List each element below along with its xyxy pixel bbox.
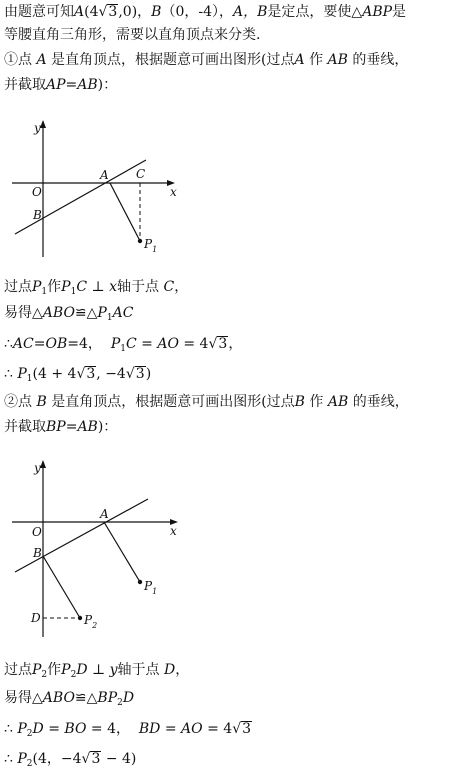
case2-step-3 <box>4 719 454 744</box>
subscript: 2 <box>117 698 123 708</box>
text: 过点 <box>4 279 32 295</box>
point-p1 <box>138 580 142 584</box>
text: （0，-4）， <box>161 4 234 20</box>
intro-line-1 <box>4 2 454 22</box>
var: P <box>32 279 42 295</box>
text: )： <box>97 77 118 93</box>
sqrt-sign: √ <box>81 751 91 767</box>
text: ) <box>145 366 152 382</box>
text: ≌△ <box>74 305 98 321</box>
text: (4，−4 <box>32 751 82 767</box>
var: AP=AB <box>46 77 98 93</box>
var: AO <box>181 721 203 737</box>
var: BD <box>138 721 161 737</box>
text: 并截取 <box>4 77 46 93</box>
sqrt-sign: √ <box>76 366 86 382</box>
label-y: y <box>34 121 41 135</box>
var: ABP <box>362 4 393 20</box>
subscript: 1 <box>41 287 48 297</box>
var: AB <box>327 52 348 68</box>
text: 的垂线， <box>352 52 409 68</box>
var: A <box>294 52 305 68</box>
text: ∴ <box>4 721 13 737</box>
var: A，B <box>233 4 268 20</box>
case1-heading-2 <box>4 75 454 95</box>
var: BO <box>64 721 87 737</box>
text: ∴ <box>4 366 13 382</box>
text: )： <box>97 419 118 435</box>
var: D <box>164 662 176 678</box>
label-a: A <box>100 168 109 182</box>
text: − 4) <box>101 751 137 767</box>
text: ⊥ <box>92 662 106 678</box>
sqrt-sign: √ <box>208 336 218 352</box>
var: AB <box>327 394 349 410</box>
case1-step-2 <box>4 303 454 328</box>
subscript: 2 <box>26 759 33 769</box>
label-sub: 1 <box>152 587 158 596</box>
label-p2 <box>83 613 97 630</box>
case2-step-1 <box>4 660 454 685</box>
label-p1 <box>143 579 157 596</box>
case1-step-1 <box>4 277 454 302</box>
case1-step-4 <box>4 364 454 389</box>
var: C <box>125 336 137 352</box>
var: P <box>17 721 27 737</box>
text: 作 <box>309 394 324 410</box>
label-c: C <box>136 167 146 181</box>
case2-heading <box>4 392 454 412</box>
text: 过点 <box>4 662 32 678</box>
text: 作 <box>47 279 62 295</box>
subscript: 2 <box>70 670 77 680</box>
subscript: 2 <box>26 729 33 739</box>
var: B <box>294 394 305 410</box>
label-y: y <box>34 461 41 475</box>
label-x: x <box>170 524 177 538</box>
text: 是直角顶点，根据题意可画出图形(过点 <box>51 52 295 68</box>
var: D <box>76 662 88 678</box>
segment-bp2 <box>43 556 80 618</box>
label-a: A <box>100 507 109 521</box>
case1-heading <box>4 50 454 70</box>
label-p: P <box>144 237 153 251</box>
var: P <box>17 366 27 382</box>
text: 轴于点 <box>117 662 160 678</box>
label-p1 <box>143 237 157 254</box>
text: 的垂线， <box>352 394 409 410</box>
text: (4 <box>84 4 99 20</box>
segment-ap1 <box>104 522 140 582</box>
label-x: x <box>170 185 177 199</box>
label-d: D <box>31 611 41 625</box>
text: ,0)， <box>118 4 152 20</box>
var: C <box>163 279 175 295</box>
text: 是定点，要使△ <box>267 4 363 20</box>
var: P <box>110 336 121 352</box>
var: x <box>109 279 118 295</box>
subscript: 1 <box>106 313 113 323</box>
sqrt-sign: √ <box>232 721 242 737</box>
segment-ap1 <box>110 183 140 241</box>
text: 并截取 <box>4 419 46 435</box>
radicand: 3 <box>218 336 228 352</box>
text: ， <box>174 279 189 295</box>
text: ∴ <box>4 751 13 767</box>
var: ABO <box>42 690 75 706</box>
label-b: B <box>33 546 42 560</box>
text: 作 <box>47 662 62 678</box>
text: = <box>160 721 182 737</box>
label-p: P <box>84 613 93 627</box>
var: A <box>74 4 85 20</box>
var: AC=OB= <box>12 336 79 352</box>
text: 4， <box>78 336 102 352</box>
var: B <box>151 4 162 20</box>
label-p: P <box>144 579 153 593</box>
text: ， <box>228 336 243 352</box>
sqrt-sign: √ <box>125 366 135 382</box>
point-p2 <box>78 616 82 620</box>
label-sub: 2 <box>92 621 98 630</box>
text: 是 <box>392 4 407 20</box>
y-axis-arrow <box>40 460 46 468</box>
var: ABO <box>42 305 75 321</box>
radicand: 3 <box>242 721 252 737</box>
var: B <box>36 394 47 410</box>
text: = 4 <box>178 336 209 352</box>
case2-step-2 <box>4 688 454 713</box>
case2-step-4 <box>4 749 454 774</box>
var: P <box>97 305 107 321</box>
point-p1 <box>138 239 142 243</box>
subscript: 1 <box>70 287 77 297</box>
intro-line-2: 等腰直角三角形，需要以直角顶点来分类. <box>4 27 261 43</box>
var: D <box>32 721 44 737</box>
var: y <box>109 662 118 678</box>
text: = <box>136 336 158 352</box>
subscript: 2 <box>41 670 48 680</box>
text: (4 + 4 <box>32 366 77 382</box>
label-o: O <box>32 525 42 539</box>
var: AO <box>157 336 179 352</box>
var: A <box>36 52 47 68</box>
text: , −4 <box>96 366 126 382</box>
subscript: 1 <box>26 374 33 384</box>
label-o: O <box>32 185 42 199</box>
text: ⊥ <box>91 279 105 295</box>
text: 轴于点 <box>117 279 160 295</box>
var: P <box>32 662 42 678</box>
radicand: 3 <box>108 4 118 20</box>
var: D <box>122 690 135 706</box>
radicand: 3 <box>135 366 145 382</box>
y-axis-arrow <box>40 120 46 128</box>
label-sub: 1 <box>152 245 158 254</box>
radicand: 3 <box>91 751 101 767</box>
text: ①点 <box>4 52 32 68</box>
case1-step-3 <box>4 334 454 359</box>
text: 易得△ <box>4 690 43 706</box>
text: 易得△ <box>4 305 43 321</box>
text: ∴ <box>4 336 13 352</box>
text: 由题意可知 <box>4 4 74 20</box>
label-b: B <box>33 208 42 222</box>
text: ≌△ <box>74 690 98 706</box>
text: = 4 <box>202 721 233 737</box>
var: P <box>17 751 27 767</box>
var: BP=AB <box>46 419 98 435</box>
var: C <box>76 279 88 295</box>
var: P <box>61 662 71 678</box>
sqrt-sign: √ <box>98 4 108 20</box>
case2-heading-2 <box>4 417 454 437</box>
text: 作 <box>309 52 324 68</box>
text: = <box>43 721 65 737</box>
var: BP <box>97 690 118 706</box>
figure-1 <box>0 112 200 262</box>
figure-2 <box>0 452 200 642</box>
text: = 4， <box>86 721 130 737</box>
var: AC <box>112 305 134 321</box>
text: ②点 <box>4 394 32 410</box>
radicand: 3 <box>86 366 96 382</box>
var: P <box>61 279 71 295</box>
subscript: 1 <box>120 344 126 354</box>
text: ， <box>175 662 190 678</box>
text: 是直角顶点，根据题意可画出图形(过点 <box>51 394 295 410</box>
